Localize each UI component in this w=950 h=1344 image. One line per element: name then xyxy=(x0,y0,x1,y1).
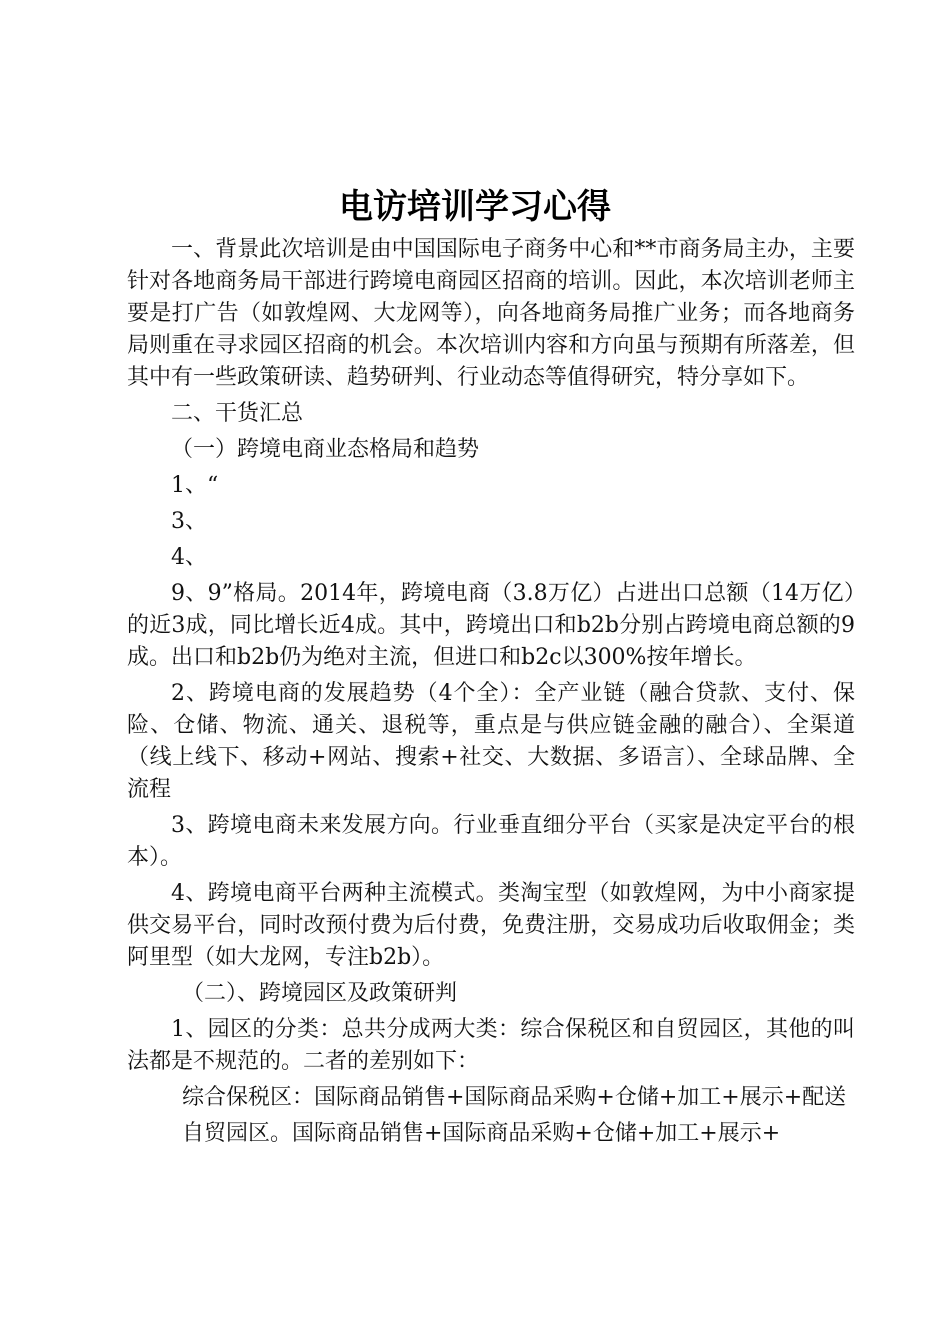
paragraph-pattern-9-9: 9、9”格局。2014年，跨境电商（3.8万亿）占进出口总额（14万亿）的近3成，同比增长近4成。其中，跨境出口和b2b分别占跨境电商总额的9成。出口和b2b仍为绝对主流，但进口和b2c以300%按年增长。 xyxy=(127,581,855,670)
section-heading-highlights: 二、干货汇总 xyxy=(171,401,304,426)
list-item-3: 3、 xyxy=(171,509,207,534)
paragraph-platform-models: 4、跨境电商平台两种主流模式。类淘宝型（如敦煌网，为中小商家提供交易平台，同时改预付费为后付费，免费注册，交易成功后收取佣金；类阿里型（如大龙网，专注b2b）。 xyxy=(127,881,855,970)
list-item-4: 4、 xyxy=(171,545,207,570)
paragraph-background: 一、背景此次培训是由中国国际电子商务中心和**市商务局主办，主要针对各地商务局干部进行跨境电商园区招商的培训。因此，本次培训老师主要是打广告（如敦煌网、大龙网等），向各地商务局推广业务；而各地商务局则重在寻求园区招商的机会。本次培训内容和方向虽与预期有所落差，但其中有一些政策研读、趋势研判、行业动态等值得研究，特分享如下。 xyxy=(127,237,855,390)
paragraph-future-direction: 3、跨境电商未来发展方向。行业垂直细分平台（买家是决定平台的根本）。 xyxy=(127,813,855,870)
subsection-heading-parks: （二）、跨境园区及政策研判 xyxy=(182,981,458,1006)
paragraph-bonded-zone: 综合保税区：国际商品销售+国际商品采购+仓储+加工+展示+配送 xyxy=(182,1085,847,1110)
list-item-1: 1、“ xyxy=(171,473,219,498)
paragraph-park-classification: 1、园区的分类：总共分成两大类：综合保税区和自贸园区，其他的叫法都是不规范的。二者的差别如下： xyxy=(127,1017,855,1074)
subsection-heading-trends: （一）跨境电商业态格局和趋势 xyxy=(171,437,480,462)
document-title: 电访培训学习心得 xyxy=(339,187,611,227)
paragraph-free-trade-zone: 自贸园区。国际商品销售+国际商品采购+仓储+加工+展示+ xyxy=(182,1121,781,1146)
document-body xyxy=(127,234,855,1150)
paragraph-development-trends: 2、跨境电商的发展趋势（4个全）：全产业链（融合贷款、支付、保险、仓储、物流、通关、退税等，重点是与供应链金融的融合）、全渠道（线上线下、移动+网站、搜索+社交、大数据、多语言）、全球品牌、全流程 xyxy=(127,681,855,802)
